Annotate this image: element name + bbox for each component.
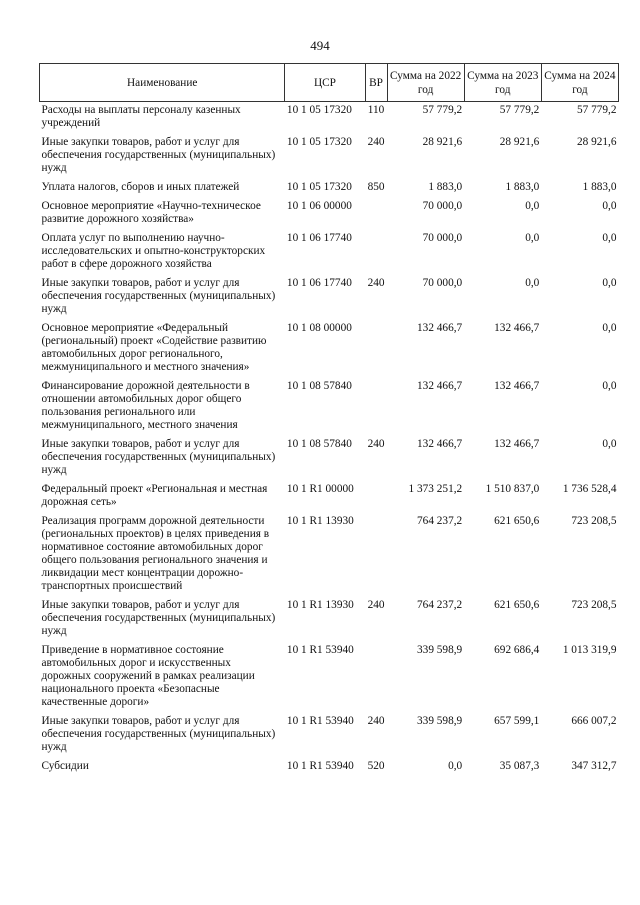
row-sum-2024: 1 736 528,4: [562, 483, 617, 495]
header-name: Наименование: [40, 64, 285, 102]
row-vr: 520: [367, 760, 385, 772]
row-sum-2024: 723 208,5: [571, 515, 617, 527]
row-name: Основное мероприятие «Федеральный (региональный) проект «Содействие развитию автомобильных дорог регионального, межмуниципального и местного значения»: [41, 322, 267, 373]
row-sum-2023: 0,0: [525, 200, 540, 212]
row-sum-2024: 723 208,5: [571, 599, 617, 611]
row-vr: 240: [367, 599, 385, 611]
row-sum-2024: 347 312,7: [571, 760, 617, 772]
row-csr: 10 1 R1 00000: [286, 483, 354, 495]
row-name: Реализация программ дорожной деятельности (региональных проектов) в целях приведения в нормативное состояние автомобильных дорог общего пользования регионального значения и ликвидации мест концентрации дорожно-транспортных происшествий: [41, 515, 270, 592]
row-csr: 10 1 R1 53940: [286, 715, 354, 727]
table-row: [40, 232, 619, 277]
row-sum-2024: 0,0: [602, 438, 617, 450]
row-vr: 240: [367, 277, 385, 289]
row-name: Оплата услуг по выполнению научно-исследовательских и опытно-конструкторских работ в сфере дорожного хозяйства: [41, 232, 266, 270]
table-row: [40, 438, 619, 483]
row-csr: 10 1 08 57840: [286, 380, 352, 392]
row-sum-2023: 28 921,6: [499, 136, 540, 148]
table-row: [40, 715, 619, 760]
header-csr: ЦСР: [285, 64, 365, 102]
table-row: [40, 181, 619, 200]
row-csr: 10 1 R1 53940: [286, 760, 354, 772]
row-name: Расходы на выплаты персоналу казенных учреждений: [41, 104, 241, 129]
row-vr: [365, 322, 387, 380]
row-sum-2024: 0,0: [602, 380, 617, 392]
row-csr: 10 1 08 00000: [286, 322, 352, 334]
row-sum-2022: 339 598,9: [417, 715, 463, 727]
row-sum-2023: 0,0: [525, 277, 540, 289]
row-csr: 10 1 06 00000: [286, 200, 352, 212]
row-name: Иные закупки товаров, работ и услуг для обеспечения государственных (муниципальных) нужд: [41, 136, 276, 174]
row-sum-2022: 57 779,2: [422, 104, 463, 116]
row-name: Иные закупки товаров, работ и услуг для обеспечения государственных (муниципальных) нужд: [41, 599, 276, 637]
table-body: [40, 102, 619, 780]
header-vr: ВР: [365, 64, 387, 102]
row-sum-2023: 621 650,6: [494, 515, 540, 527]
row-sum-2024: 0,0: [602, 277, 617, 289]
table-row: [40, 277, 619, 322]
row-csr: 10 1 R1 53940: [286, 644, 354, 656]
row-sum-2022: 28 921,6: [422, 136, 463, 148]
row-vr: 240: [367, 438, 385, 450]
row-vr: 850: [367, 181, 385, 193]
row-vr: [365, 483, 387, 515]
row-vr: [365, 232, 387, 277]
table-row: [40, 102, 619, 137]
row-sum-2023: 0,0: [525, 232, 540, 244]
header-sum-2024: Сумма на 2024 год: [541, 64, 618, 102]
row-sum-2022: 132 466,7: [417, 380, 463, 392]
table-row: [40, 200, 619, 232]
row-sum-2023: 692 686,4: [494, 644, 540, 656]
row-csr: 10 1 R1 13930: [286, 515, 354, 527]
row-name: Иные закупки товаров, работ и услуг для обеспечения государственных (муниципальных) нужд: [41, 715, 276, 753]
row-sum-2024: 1 013 319,9: [562, 644, 617, 656]
row-sum-2024: 0,0: [602, 200, 617, 212]
row-sum-2024: 57 779,2: [576, 104, 617, 116]
table-row: [40, 136, 619, 181]
row-sum-2022: 132 466,7: [417, 322, 463, 334]
row-name: Иные закупки товаров, работ и услуг для обеспечения государственных (муниципальных) нужд: [41, 277, 276, 315]
table-row: [40, 599, 619, 644]
row-csr: 10 1 05 17320: [286, 136, 352, 148]
row-sum-2022: 132 466,7: [417, 438, 463, 450]
row-vr: [365, 515, 387, 599]
row-vr: 240: [367, 715, 385, 727]
row-csr: 10 1 05 17320: [286, 104, 352, 116]
row-sum-2022: 764 237,2: [417, 599, 463, 611]
table-row: [40, 483, 619, 515]
row-sum-2024: 666 007,2: [571, 715, 617, 727]
row-vr: [365, 200, 387, 232]
row-sum-2022: 764 237,2: [417, 515, 463, 527]
table-row: [40, 322, 619, 380]
row-name: Приведение в нормативное состояние автомобильных дорог и искусственных дорожных сооружений в рамках реализации национального проекта «Безопасные качественные дороги»: [41, 644, 255, 708]
row-vr: [365, 644, 387, 715]
header-sum-2023: Сумма на 2023 год: [464, 64, 541, 102]
row-sum-2022: 339 598,9: [417, 644, 463, 656]
row-sum-2023: 1 883,0: [505, 181, 540, 193]
row-sum-2023: 57 779,2: [499, 104, 540, 116]
row-csr: 10 1 06 17740: [286, 277, 352, 289]
row-sum-2022: 70 000,0: [422, 232, 463, 244]
row-sum-2023: 132 466,7: [494, 380, 540, 392]
row-sum-2023: 132 466,7: [494, 322, 540, 334]
page-number: 494: [310, 38, 330, 53]
row-sum-2022: 1 373 251,2: [408, 483, 463, 495]
budget-table: [39, 63, 619, 779]
row-name: Субсидии: [41, 760, 89, 772]
row-sum-2024: 0,0: [602, 322, 617, 334]
row-sum-2023: 35 087,3: [499, 760, 540, 772]
row-csr: 10 1 R1 13930: [286, 599, 354, 611]
row-name: Финансирование дорожной деятельности в отношении автомобильных дорог общего пользования регионального или межмуниципального, местного значения: [41, 380, 250, 431]
row-sum-2022: 70 000,0: [422, 277, 463, 289]
row-sum-2024: 0,0: [602, 232, 617, 244]
row-sum-2023: 657 599,1: [494, 715, 540, 727]
table-header-row: [40, 64, 619, 102]
row-name: Иные закупки товаров, работ и услуг для обеспечения государственных (муниципальных) нужд: [41, 438, 276, 476]
row-sum-2023: 132 466,7: [494, 438, 540, 450]
row-vr: 110: [367, 104, 385, 116]
row-name: Уплата налогов, сборов и иных платежей: [41, 181, 240, 193]
row-sum-2024: 1 883,0: [582, 181, 617, 193]
row-sum-2023: 621 650,6: [494, 599, 540, 611]
row-sum-2022: 1 883,0: [428, 181, 463, 193]
row-csr: 10 1 08 57840: [286, 438, 352, 450]
table-row: [40, 760, 619, 779]
row-sum-2022: 0,0: [448, 760, 463, 772]
row-name: Основное мероприятие «Научно-техническое развитие дорожного хозяйства»: [41, 200, 261, 225]
table-row: [40, 644, 619, 715]
row-sum-2022: 70 000,0: [422, 200, 463, 212]
table-row: [40, 515, 619, 599]
row-vr: [365, 380, 387, 438]
header-sum-2022: Сумма на 2022 год: [387, 64, 464, 102]
row-sum-2023: 1 510 837,0: [485, 483, 540, 495]
row-vr: 240: [367, 136, 385, 148]
row-name: Федеральный проект «Региональная и местная дорожная сеть»: [41, 483, 268, 508]
row-csr: 10 1 06 17740: [286, 232, 352, 244]
row-sum-2024: 28 921,6: [576, 136, 617, 148]
table-row: [40, 380, 619, 438]
row-csr: 10 1 05 17320: [286, 181, 352, 193]
